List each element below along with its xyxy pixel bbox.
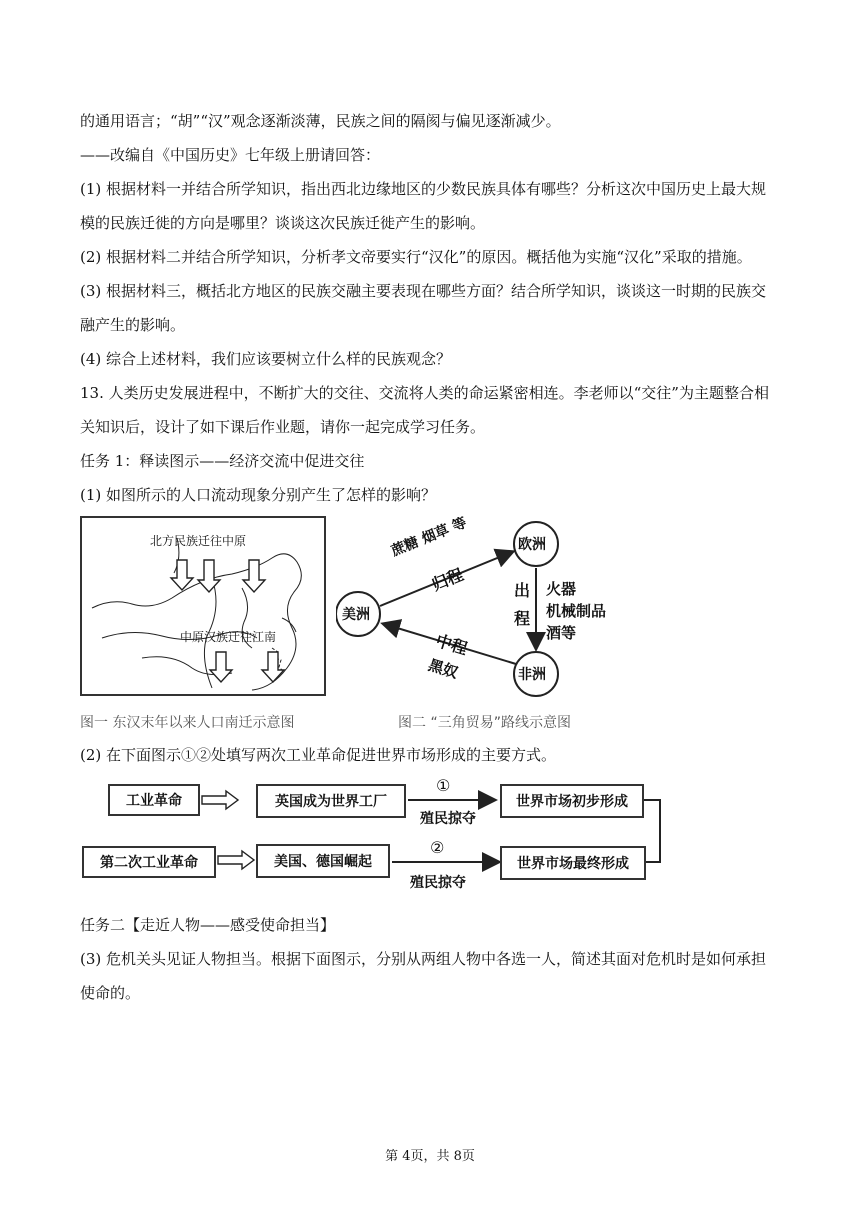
middle-label: 中程 (433, 630, 470, 659)
source-note: ——改编自《中国历史》七年级上册请回答： (80, 146, 381, 164)
question-3-crisis: (3) 危机关头见证人物担当。根据下面图示，分别从两组人物中各选一人，简述其面对危机时是如何承担使命的。 (80, 950, 767, 1002)
connector (644, 800, 660, 862)
box-second-industrial-revolution: 第二次工业革命 (82, 846, 216, 878)
middle-goods: 黑奴 (426, 655, 461, 682)
arrow-north-2 (198, 560, 220, 592)
question-2-industrial: (2) 在下面图示①②处填写两次工业革命促进世界市场形成的主要方式。 (80, 746, 557, 764)
page-footer: 第 4页，共 8页 (385, 1149, 475, 1164)
figure-2-caption: 图二 “三角贸易”路线示意图 (398, 715, 571, 731)
node-america: 美洲 (342, 607, 370, 623)
method-1: 殖民掠夺 (420, 811, 476, 827)
task-2-heading: 任务二【走近人物——感受使命担当】 (80, 916, 336, 934)
box-market-initial: 世界市场初步形成 (500, 784, 644, 818)
arrow-south-2 (262, 652, 284, 682)
question-13-intro: 13. 人类历史发展进程中，不断扩大的交往、交流将人类的命运紧密相连。李老师以“交往”为主题整合相关知识后，设计了如下课后作业题，请你一起完成学习任务。 (80, 384, 769, 436)
arrow-south-1 (210, 652, 232, 682)
out-goods-2: 机械制品 (546, 602, 607, 620)
blank-1: ① (436, 776, 451, 795)
task-1-heading: 任务 1：释读图示——经济交流中促进交往 (80, 452, 365, 470)
question-2: (2) 根据材料二并结合所学知识，分析孝文帝要实行“汉化”的原因。概括他为实施“汉化”采取的措施。 (80, 248, 752, 266)
box-us-germany-rise: 美国、德国崛起 (256, 844, 390, 878)
out-goods-1: 火器 (546, 580, 577, 598)
figure-1-caption: 图一 东汉末年以来人口南迁示意图 (80, 715, 295, 731)
node-africa: 非洲 (518, 667, 546, 683)
return-label: 归程 (429, 564, 466, 595)
out-goods-3: 酒等 (546, 624, 577, 642)
triangle-trade-diagram (336, 512, 636, 712)
industrial-revolution-flow (80, 776, 680, 896)
map-label-south: 中原汉族迁往江南 (180, 630, 277, 644)
question-4: (4) 综合上述材料，我们应该要树立什么样的民族观念？ (80, 350, 452, 368)
hollow-arrow-1 (202, 791, 238, 809)
migration-map (80, 516, 326, 696)
box-britain-workshop: 英国成为世界工厂 (256, 784, 406, 818)
box-market-final: 世界市场最终形成 (500, 846, 646, 880)
blank-2: ② (430, 838, 445, 857)
node-europe: 欧洲 (518, 537, 546, 553)
return-goods: 蔗糖 烟草 等 (389, 514, 470, 560)
question-3: (3) 根据材料三，概括北方地区的民族交融主要表现在哪些方面？结合所学知识，谈谈这一时期的民族交融产生的影响。 (80, 282, 767, 334)
map-label-north: 北方民族迁往中原 (150, 534, 247, 548)
task-1-question-1: (1) 如图所示的人口流动现象分别产生了怎样的影响？ (80, 486, 437, 504)
arrow-north-1 (171, 560, 193, 590)
out-label-1: 出 (514, 581, 531, 600)
out-label-2: 程 (514, 609, 531, 628)
box-industrial-revolution: 工业革命 (108, 784, 200, 816)
arrow-north-3 (243, 560, 265, 592)
text-line: 的通用语言；“胡”“汉”观念逐渐淡薄，民族之间的隔阂与偏见逐渐减少。 (80, 112, 561, 130)
question-1: (1) 根据材料一并结合所学知识，指出西北边缘地区的少数民族具体有哪些？分析这次中国历史上最大规模的民族迁徙的方向是哪里？谈谈这次民族迁徙产生的影响。 (80, 180, 767, 232)
hollow-arrow-2 (218, 851, 254, 869)
method-2: 殖民掠夺 (410, 875, 466, 891)
